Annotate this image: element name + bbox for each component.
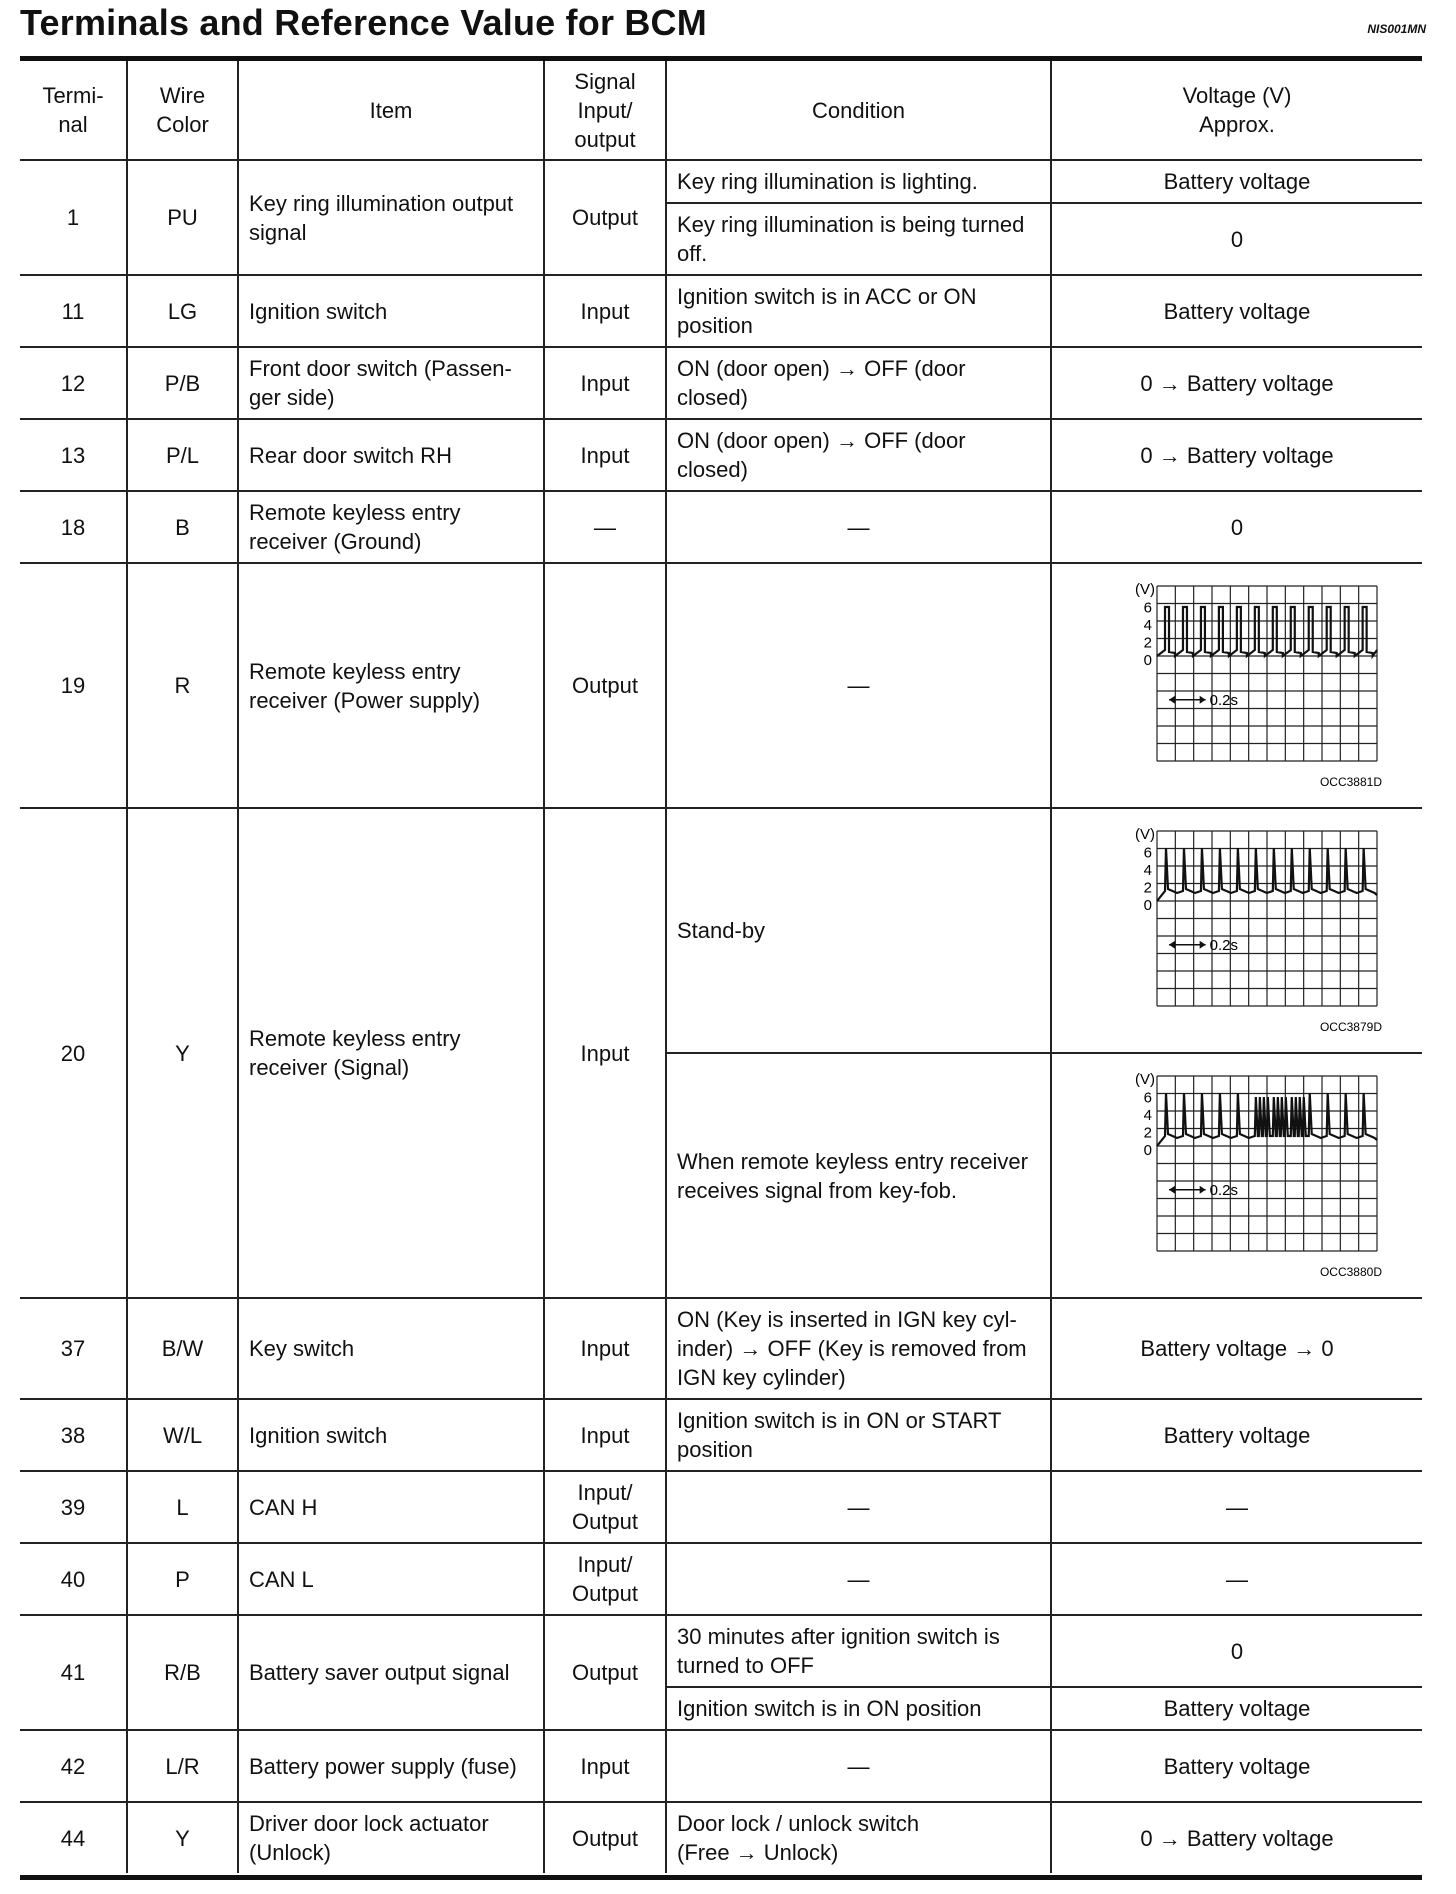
- item-cell: Key switch: [238, 1298, 544, 1399]
- condition-cell: —: [666, 1730, 1051, 1802]
- condition-cell: Ignition switch is in ON position: [666, 1687, 1051, 1730]
- table-row: [20, 1471, 1422, 1543]
- wire-cell: L: [127, 1471, 238, 1543]
- waveform-cell: [1051, 563, 1422, 808]
- tick-label: 2: [1143, 879, 1152, 896]
- table-row: [20, 1399, 1422, 1471]
- item-cell: Remote keyless entry receiver (Power supply): [238, 563, 544, 808]
- signal-cell: Input: [544, 275, 666, 347]
- tick-label: 0: [1143, 896, 1152, 914]
- condition-cell: ON (door open) → OFF (door closed): [666, 419, 1051, 491]
- item-cell: Remote keyless entry receiver (Ground): [238, 491, 544, 563]
- signal-cell: Input: [544, 1399, 666, 1471]
- terminal-cell: 11: [20, 275, 127, 347]
- voltage-cell: 0 → Battery voltage: [1051, 1802, 1422, 1873]
- wire-cell: PU: [127, 160, 238, 275]
- item-cell: Ignition switch: [238, 275, 544, 347]
- header-wire-color: Wire Color: [127, 61, 238, 160]
- item-cell: CAN L: [238, 1543, 544, 1615]
- voltage-cell: —: [1051, 1543, 1422, 1615]
- voltage-cell: 0: [1051, 203, 1422, 275]
- section-code: NIS001MN: [1367, 22, 1426, 36]
- wire-cell: B/W: [127, 1298, 238, 1399]
- condition-cell: Ignition switch is in ON or START position: [666, 1399, 1051, 1471]
- tick-label: 6: [1143, 599, 1152, 616]
- signal-cell: —: [544, 491, 666, 563]
- voltage-cell: 0 → Battery voltage: [1051, 419, 1422, 491]
- table-row: [20, 347, 1422, 419]
- voltage-cell: 0: [1051, 1615, 1422, 1687]
- time-scale-label: 0.2s: [1209, 936, 1239, 954]
- header-item: Item: [238, 61, 544, 160]
- time-scale-label: 0.2s: [1209, 1181, 1239, 1199]
- tick-label: 6: [1143, 1089, 1152, 1106]
- terminal-cell: 40: [20, 1543, 127, 1615]
- header-signal: Signal Input/ output: [544, 61, 666, 160]
- terminal-cell: 37: [20, 1298, 127, 1399]
- header-condition: Condition: [666, 61, 1051, 160]
- table-row: [20, 808, 1422, 1053]
- wire-cell: P/B: [127, 347, 238, 419]
- voltage-cell: 0 → Battery voltage: [1051, 347, 1422, 419]
- terminal-cell: 44: [20, 1802, 127, 1873]
- axis-unit: (V): [1135, 1070, 1155, 1088]
- voltage-cell: Battery voltage: [1051, 1730, 1422, 1802]
- item-cell: Driver door lock actuator (Unlock): [238, 1802, 544, 1873]
- tick-label: 0: [1143, 651, 1152, 669]
- table-row: [20, 1730, 1422, 1802]
- terminal-cell: 41: [20, 1615, 127, 1730]
- item-cell: Battery power supply (fuse): [238, 1730, 544, 1802]
- table-row: [20, 1802, 1422, 1873]
- figure-code: OCC3881D: [1319, 774, 1382, 789]
- wire-cell: R: [127, 563, 238, 808]
- signal-cell: Input: [544, 808, 666, 1298]
- signal-cell: Input/ Output: [544, 1543, 666, 1615]
- voltage-cell: —: [1051, 1471, 1422, 1543]
- condition-cell: ON (Key is inserted in IGN key cyl-inder) → OFF (Key is removed from IGN key cylinder): [666, 1298, 1051, 1399]
- signal-cell: Input: [544, 1298, 666, 1399]
- terminal-cell: 42: [20, 1730, 127, 1802]
- terminal-cell: 13: [20, 419, 127, 491]
- tick-label: 0: [1143, 1141, 1152, 1159]
- table-row: [20, 1298, 1422, 1399]
- waveform-chart: [1087, 576, 1387, 796]
- waveform-chart: [1087, 821, 1387, 1041]
- voltage-cell: Battery voltage: [1051, 275, 1422, 347]
- condition-cell: Ignition switch is in ACC or ON position: [666, 275, 1051, 347]
- condition-cell: —: [666, 1471, 1051, 1543]
- signal-cell: Input: [544, 1730, 666, 1802]
- terminal-cell: 39: [20, 1471, 127, 1543]
- wire-cell: Y: [127, 808, 238, 1298]
- condition-cell: —: [666, 563, 1051, 808]
- item-cell: Ignition switch: [238, 1399, 544, 1471]
- figure-code: OCC3880D: [1319, 1264, 1382, 1279]
- signal-cell: Output: [544, 1615, 666, 1730]
- wire-cell: R/B: [127, 1615, 238, 1730]
- tick-label: 6: [1143, 844, 1152, 861]
- table-row: [20, 563, 1422, 808]
- tick-label: 2: [1143, 634, 1152, 651]
- signal-cell: Output: [544, 563, 666, 808]
- terminal-cell: 1: [20, 160, 127, 275]
- signal-cell: Output: [544, 1802, 666, 1873]
- waveform-chart: [1087, 1066, 1387, 1286]
- terminal-cell: 19: [20, 563, 127, 808]
- table-row: [20, 419, 1422, 491]
- terminal-cell: 38: [20, 1399, 127, 1471]
- item-cell: CAN H: [238, 1471, 544, 1543]
- table-row: [20, 1543, 1422, 1615]
- condition-cell: —: [666, 1543, 1051, 1615]
- voltage-cell: 0: [1051, 491, 1422, 563]
- condition-cell: Door lock / unlock switch (Free → Unlock): [666, 1802, 1051, 1873]
- condition-cell: ON (door open) → OFF (door closed): [666, 347, 1051, 419]
- signal-cell: Input: [544, 419, 666, 491]
- wire-cell: B: [127, 491, 238, 563]
- condition-cell: Stand-by: [666, 808, 1051, 1053]
- item-cell: Battery saver output signal: [238, 1615, 544, 1730]
- condition-cell: Key ring illumination is lighting.: [666, 160, 1051, 203]
- table-row: [20, 491, 1422, 563]
- item-cell: Rear door switch RH: [238, 419, 544, 491]
- signal-cell: Input: [544, 347, 666, 419]
- voltage-cell: Battery voltage: [1051, 1687, 1422, 1730]
- condition-cell: When remote keyless entry receiver receives signal from key-fob.: [666, 1053, 1051, 1298]
- header-row: [20, 61, 1422, 160]
- signal-cell: Input/ Output: [544, 1471, 666, 1543]
- wire-cell: LG: [127, 275, 238, 347]
- item-cell: Front door switch (Passen-ger side): [238, 347, 544, 419]
- figure-code: OCC3879D: [1319, 1019, 1382, 1034]
- wire-cell: P: [127, 1543, 238, 1615]
- wire-cell: P/L: [127, 419, 238, 491]
- voltage-cell: Battery voltage → 0: [1051, 1298, 1422, 1399]
- page-title: Terminals and Reference Value for BCM: [20, 2, 707, 43]
- tick-label: 4: [1143, 616, 1152, 634]
- item-cell: Key ring illumination output signal: [238, 160, 544, 275]
- header-voltage: Voltage (V) Approx.: [1051, 61, 1422, 160]
- item-cell: Remote keyless entry receiver (Signal): [238, 808, 544, 1298]
- wire-cell: L/R: [127, 1730, 238, 1802]
- table-row: [20, 275, 1422, 347]
- tick-label: 4: [1143, 1106, 1152, 1124]
- waveform-cell: [1051, 808, 1422, 1053]
- waveform-cell: [1051, 1053, 1422, 1298]
- terminal-cell: 12: [20, 347, 127, 419]
- tick-label: 2: [1143, 1124, 1152, 1141]
- tick-label: 4: [1143, 861, 1152, 879]
- wire-cell: W/L: [127, 1399, 238, 1471]
- voltage-cell: Battery voltage: [1051, 160, 1422, 203]
- terminal-cell: 20: [20, 808, 127, 1298]
- terminal-cell: 18: [20, 491, 127, 563]
- bcm-terminal-table: [20, 61, 1422, 1873]
- voltage-cell: Battery voltage: [1051, 1399, 1422, 1471]
- condition-cell: —: [666, 491, 1051, 563]
- header-terminal: Termi- nal: [20, 61, 127, 160]
- time-scale-label: 0.2s: [1209, 691, 1239, 709]
- table-row: [20, 160, 1422, 203]
- condition-cell: Key ring illumination is being turned off.: [666, 203, 1051, 275]
- axis-unit: (V): [1135, 580, 1155, 598]
- table-row: [20, 1615, 1422, 1687]
- condition-cell: 30 minutes after ignition switch is turned to OFF: [666, 1615, 1051, 1687]
- wire-cell: Y: [127, 1802, 238, 1873]
- bottom-rule: [20, 1875, 1422, 1880]
- signal-cell: Output: [544, 160, 666, 275]
- axis-unit: (V): [1135, 825, 1155, 843]
